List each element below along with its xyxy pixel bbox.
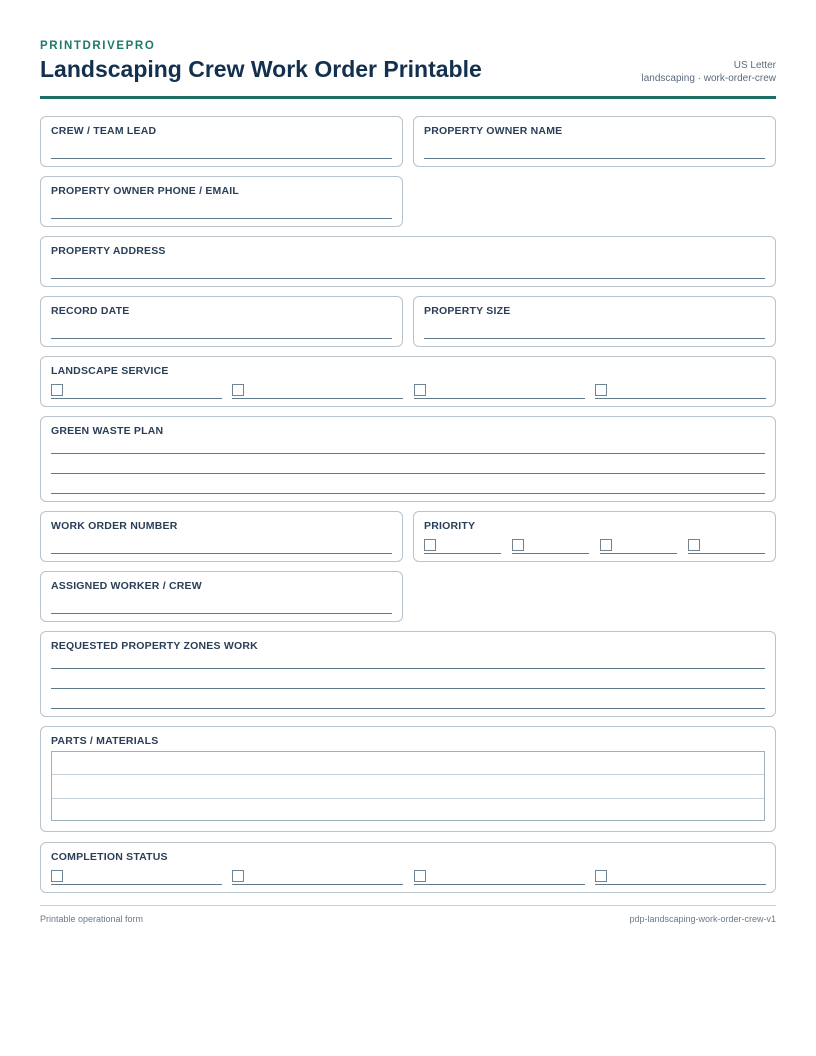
write-line[interactable] [51,473,765,474]
field-label: ASSIGNED WORKER / CREW [51,580,202,592]
write-line[interactable] [51,453,765,454]
table-row[interactable] [52,752,764,775]
option-line[interactable] [595,398,766,399]
parts-materials-field [40,726,776,832]
checkbox[interactable] [232,384,244,396]
write-line[interactable] [51,218,392,219]
option-line[interactable] [688,553,765,554]
footer-divider [40,905,776,906]
field-label: PRIORITY [424,520,476,532]
checkbox[interactable] [51,384,63,396]
checkbox[interactable] [414,870,426,882]
checkbox[interactable] [600,539,612,551]
brand-logo-text: PRINTDRIVEPRO [40,40,156,52]
field-label: GREEN WASTE PLAN [51,425,164,437]
checkbox[interactable] [51,870,63,882]
write-line[interactable] [51,493,765,494]
option-line[interactable] [414,884,585,885]
landscape-service-field [40,356,776,407]
property-size-field[interactable] [413,296,776,347]
checkbox[interactable] [512,539,524,551]
field-label: PROPERTY OWNER PHONE / EMAIL [51,185,240,197]
option-line[interactable] [232,884,403,885]
owner-contact-field[interactable] [40,176,403,227]
owner-name-field[interactable] [413,116,776,167]
field-label: PROPERTY OWNER NAME [424,125,563,137]
option-line[interactable] [595,884,766,885]
write-line[interactable] [51,708,765,709]
work-order-number-field[interactable] [40,511,403,562]
option-line[interactable] [414,398,585,399]
field-label: COMPLETION STATUS [51,851,168,863]
option-line[interactable] [51,884,222,885]
priority-field [413,511,776,562]
option-line[interactable] [51,398,222,399]
write-line[interactable] [51,278,765,279]
page-title: Landscaping Crew Work Order Printable [40,56,482,82]
checkbox[interactable] [414,384,426,396]
assigned-worker-field[interactable] [40,571,403,622]
option-line[interactable] [232,398,403,399]
option-line[interactable] [600,553,677,554]
write-line[interactable] [51,688,765,689]
parts-table [51,751,765,821]
checkbox[interactable] [595,870,607,882]
checkbox[interactable] [424,539,436,551]
footer-left-text: Printable operational form [40,914,144,924]
write-line[interactable] [424,338,765,339]
footer-form-id: pdp-landscaping-work-order-crew-v1 [629,914,776,924]
checkbox[interactable] [595,384,607,396]
header-meta [642,59,777,85]
checkbox[interactable] [232,870,244,882]
option-line[interactable] [512,553,589,554]
table-row[interactable] [52,775,764,798]
address-field[interactable] [40,236,776,287]
crew-lead-field[interactable] [40,116,403,167]
table-row[interactable] [52,799,764,822]
write-line[interactable] [424,158,765,159]
green-waste-field[interactable] [40,416,776,502]
write-line[interactable] [51,668,765,669]
form-page [40,40,776,924]
write-line[interactable] [51,338,392,339]
field-label: RECORD DATE [51,305,130,317]
field-label: REQUESTED PROPERTY ZONES WORK [51,640,258,652]
completion-status-field [40,842,776,893]
write-line[interactable] [51,158,392,159]
paper-size: US Letter [733,60,776,71]
field-label: PROPERTY ADDRESS [51,245,166,257]
checkbox[interactable] [688,539,700,551]
write-line[interactable] [51,613,392,614]
form-tags: landscaping · work-order-crew [641,73,776,84]
field-label: PARTS / MATERIALS [51,735,159,747]
field-label: PROPERTY SIZE [424,305,511,317]
record-date-field[interactable] [40,296,403,347]
field-label: CREW / TEAM LEAD [51,125,157,137]
option-line[interactable] [424,553,501,554]
header-divider [40,96,776,99]
field-label: WORK ORDER NUMBER [51,520,178,532]
field-label: LANDSCAPE SERVICE [51,365,169,377]
write-line[interactable] [51,553,392,554]
requested-zones-field[interactable] [40,631,776,717]
